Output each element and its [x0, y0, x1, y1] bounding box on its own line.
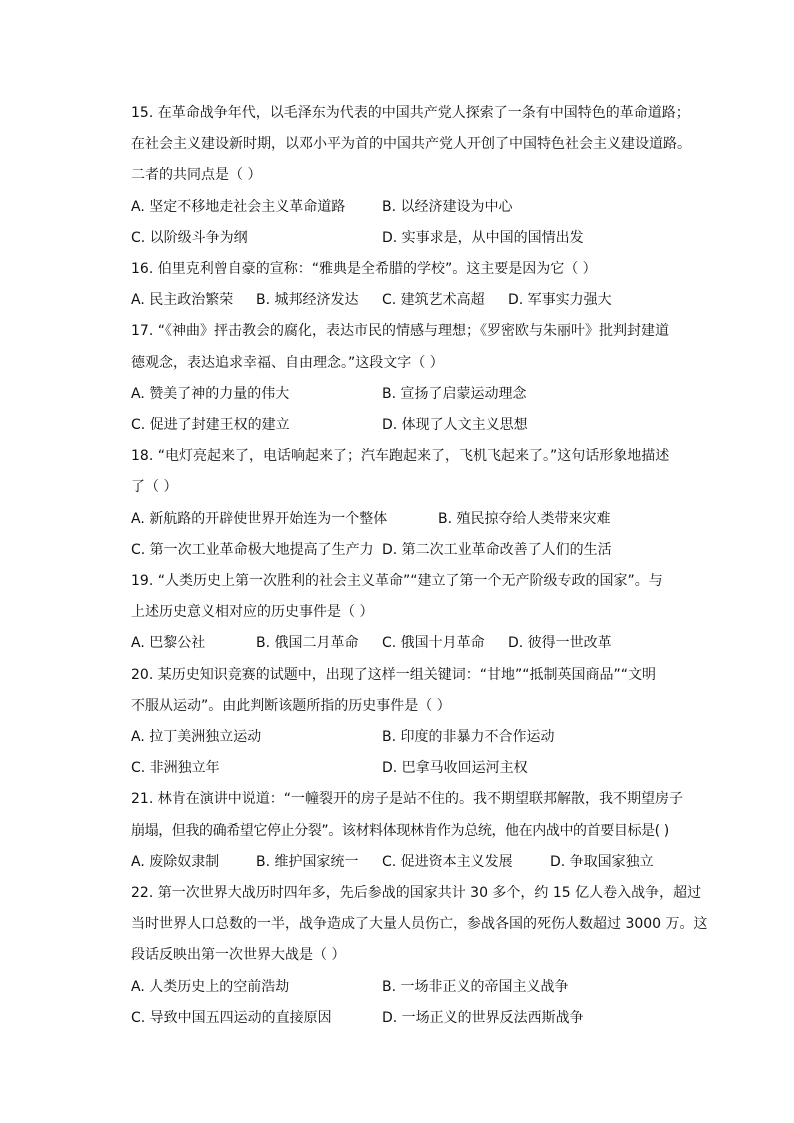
option-c[interactable]: C. 第一次工业革命极大地提高了生产力 — [131, 541, 374, 558]
option-row — [131, 722, 704, 753]
option-b[interactable]: B. 城邦经济发达 — [256, 292, 359, 309]
option-b[interactable]: B. 宣扬了启蒙运动理念 — [382, 385, 527, 402]
question-text: 17. “《神曲》抨击教会的腐化，表达市民的情感与理想；《罗密欧与朱丽叶》批判封建道 — [131, 323, 669, 340]
option-d[interactable]: D. 军事实力强大 — [508, 292, 612, 309]
option-b[interactable]: B. 俄国二月革命 — [256, 635, 359, 652]
question-20 — [131, 660, 704, 785]
option-row — [131, 379, 704, 410]
option-c[interactable]: C. 促进了封建王权的建立 — [131, 417, 290, 434]
option-row — [131, 504, 704, 535]
question-text: 崩塌，但我的确希望它停止分裂”。该材料体现林肯作为总统，他在内战中的首要目标是( ) — [131, 822, 669, 839]
question-text: 在社会主义建设新时期，以邓小平为首的中国共产党人开创了中国特色社会主义建设道路。 — [131, 136, 691, 153]
option-a[interactable]: A. 民主政治繁荣 — [131, 292, 234, 309]
option-row — [131, 847, 704, 878]
question-text: 21. 林肯在演讲中说道：“一幢裂开的房子是站不住的。我不期望联邦解散，我不期望房子 — [131, 791, 683, 808]
option-d[interactable]: D. 一场正义的世界反法西斯战争 — [382, 1009, 584, 1026]
option-d[interactable]: D. 第二次工业革命改善了人们的生活 — [382, 541, 612, 558]
question-text: 18. “电灯亮起来了，电话响起来了；汽车跑起来了，飞机飞起来了。”这句话形象地描述 — [131, 448, 670, 465]
question-text: 20. 某历史知识竞赛的试题中，出现了这样一组关键词：“甘地”“抵制英国商品”“文明 — [131, 666, 656, 683]
option-row — [131, 535, 704, 566]
option-row — [131, 223, 704, 254]
question-text: 不服从运动”。由此判断该题所指的历史事件是（ ） — [131, 697, 451, 714]
option-d[interactable]: D. 彼得一世改革 — [508, 635, 612, 652]
question-21 — [131, 784, 704, 878]
option-c[interactable]: C. 以阶级斗争为纲 — [131, 229, 248, 246]
option-c[interactable]: C. 非洲独立年 — [131, 760, 220, 777]
option-a[interactable]: A. 新航路的开辟使世界开始连为一个整体 — [131, 510, 388, 527]
option-a[interactable]: A. 拉丁美洲独立运动 — [131, 729, 262, 746]
question-18 — [131, 441, 704, 566]
question-text: 了（ ） — [131, 479, 178, 496]
question-text: 19. “人类历史上第一次胜利的社会主义革命”“建立了第一个无产阶级专政的国家”。与 — [131, 573, 663, 590]
question-16 — [131, 254, 704, 316]
option-a[interactable]: A. 巴黎公社 — [131, 635, 206, 652]
option-row — [131, 192, 704, 223]
question-text: 上述历史意义相对应的历史事件是（ ） — [131, 604, 374, 621]
option-c[interactable]: C. 促进资本主义发展 — [382, 853, 513, 870]
option-b[interactable]: B. 印度的非暴力不合作运动 — [382, 729, 555, 746]
question-17 — [131, 316, 704, 441]
question-19 — [131, 566, 704, 660]
option-row — [131, 972, 704, 1003]
question-15 — [131, 98, 704, 254]
option-d[interactable]: D. 实事求是，从中国的国情出发 — [382, 229, 584, 246]
option-b[interactable]: B. 殖民掠夺给人类带来灾难 — [438, 510, 611, 527]
question-text: 22. 第一次世界大战历时四年多，先后参战的国家共计 30 多个，约 15 亿人卷入战争，超过 — [131, 885, 702, 902]
question-text: 德观念，表达追求幸福、自由理念。”这段文字（ ） — [131, 354, 444, 371]
option-row — [131, 753, 704, 784]
option-b[interactable]: B. 以经济建设为中心 — [382, 198, 513, 215]
option-row — [131, 1003, 704, 1034]
option-row — [131, 285, 704, 316]
option-row — [131, 628, 704, 659]
option-c[interactable]: C. 建筑艺术高超 — [382, 292, 485, 309]
option-d[interactable]: D. 体现了人文主义思想 — [382, 417, 528, 434]
question-text: 段话反映出第一次世界大战是（ ） — [131, 947, 346, 964]
option-a[interactable]: A. 人类历史上的空前浩劫 — [131, 978, 290, 995]
option-a[interactable]: A. 赞美了神的力量的伟大 — [131, 385, 290, 402]
option-b[interactable]: B. 维护国家统一 — [256, 853, 359, 870]
question-text: 16. 伯里克利曾自豪的宣称：“雅典是全希腊的学校”。这主要是因为它（ ） — [131, 261, 597, 278]
option-b[interactable]: B. 一场非正义的帝国主义战争 — [382, 978, 569, 995]
question-text: 当时世界人口总数的一半，战争造成了大量人员伤亡，参战各国的死伤人数超过 3000 万。这 — [131, 916, 708, 933]
option-d[interactable]: D. 巴拿马收回运河主权 — [382, 760, 528, 777]
question-22 — [131, 878, 708, 1034]
option-row — [131, 410, 704, 441]
question-text: 15. 在革命战争年代，以毛泽东为代表的中国共产党人探索了一条有中国特色的革命道路； — [131, 105, 690, 121]
option-d[interactable]: D. 争取国家独立 — [550, 853, 654, 870]
option-a[interactable]: A. 废除奴隶制 — [131, 853, 220, 870]
option-c[interactable]: C. 俄国十月革命 — [382, 635, 485, 652]
option-c[interactable]: C. 导致中国五四运动的直接原因 — [131, 1009, 332, 1026]
question-text: 二者的共同点是（ ） — [131, 167, 262, 184]
option-a[interactable]: A. 坚定不移地走社会主义革命道路 — [131, 198, 346, 215]
